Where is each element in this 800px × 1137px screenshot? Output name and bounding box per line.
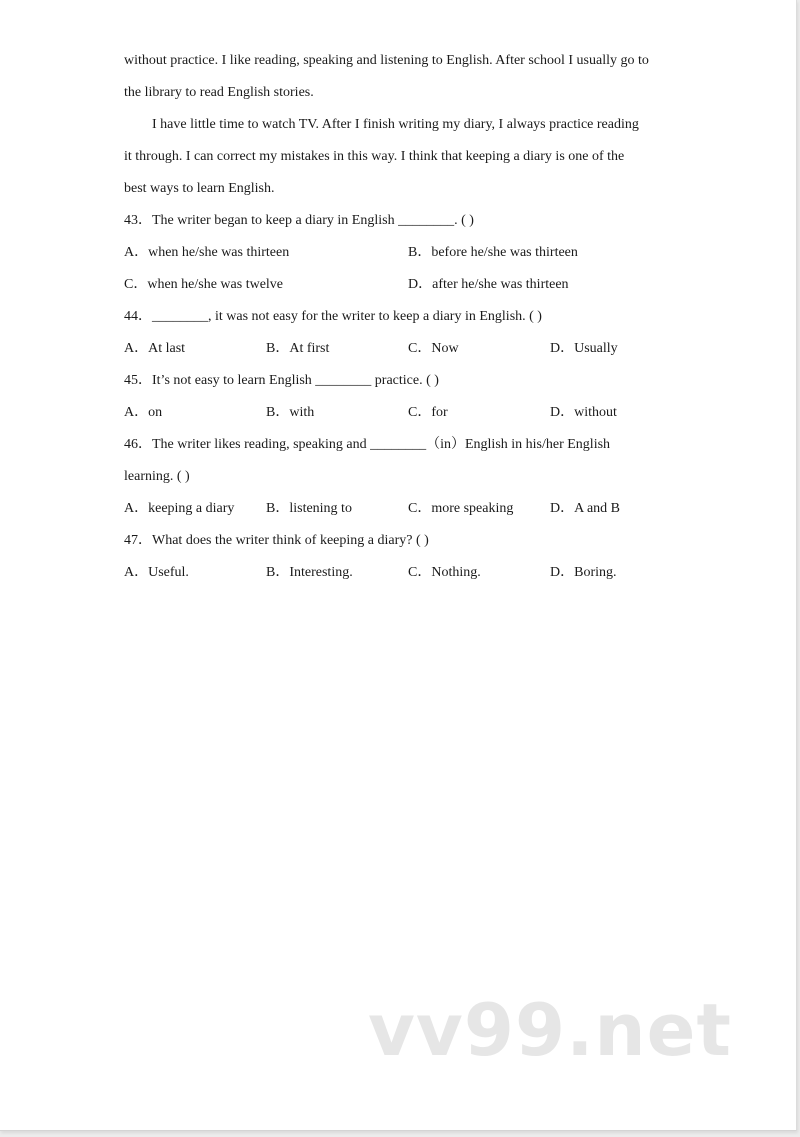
question-46-stem-continued: learning. ( ): [124, 469, 190, 484]
question-47-option-a: A．Useful.: [124, 565, 189, 580]
question-46-stem: 46．The writer likes reading, speaking and ________（in）English in his/her English: [124, 437, 611, 452]
question-44-option-c: C．Now: [408, 341, 459, 356]
question-45-option-d: D．without: [550, 405, 617, 420]
question-46-option-c: C．more speaking: [408, 501, 514, 516]
question-44-stem: 44．________, it was not easy for the writer to keep a diary in English. ( ): [124, 309, 542, 324]
question-47-option-d: D．Boring.: [550, 565, 617, 580]
question-44-option-a: A．At last: [124, 341, 186, 356]
question-47-option-c: C．Nothing.: [408, 565, 481, 580]
passage-line: I have little time to watch TV. After I finish writing my diary, I always practice reading: [152, 117, 639, 132]
passage-line: best ways to learn English.: [124, 181, 275, 196]
question-44-option-b: B．At first: [266, 341, 330, 356]
question-43-option-a: A．when he/she was thirteen: [124, 245, 290, 260]
question-43-option-d: D．after he/she was thirteen: [408, 277, 569, 292]
question-45-option-c: C．for: [408, 405, 448, 420]
question-46-option-b: B．listening to: [266, 501, 352, 516]
passage-line: without practice. I like reading, speaking and listening to English. After school I usually go to: [124, 53, 649, 68]
question-45-stem: 45．It’s not easy to learn English ________ practice. ( ): [124, 373, 439, 388]
question-43-stem: 43．The writer began to keep a diary in English ________. ( ): [124, 213, 474, 228]
question-47-stem: 47．What does the writer think of keeping a diary? ( ): [124, 533, 429, 548]
question-45-option-a: A．on: [124, 405, 163, 420]
question-46-option-a: A．keeping a diary: [124, 501, 235, 516]
question-44-option-d: D．Usually: [550, 341, 618, 356]
watermark: vv99.net: [368, 988, 732, 1072]
question-43-option-c: C．when he/she was twelve: [124, 277, 284, 292]
question-45-option-b: B．with: [266, 405, 315, 420]
question-46-option-d: D．A and B: [550, 501, 620, 516]
question-47-option-b: B．Interesting.: [266, 565, 353, 580]
passage-line: the library to read English stories.: [124, 85, 314, 100]
passage-line: it through. I can correct my mistakes in this way. I think that keeping a diary is one of the: [124, 149, 625, 164]
question-43-option-b: B．before he/she was thirteen: [408, 245, 578, 260]
